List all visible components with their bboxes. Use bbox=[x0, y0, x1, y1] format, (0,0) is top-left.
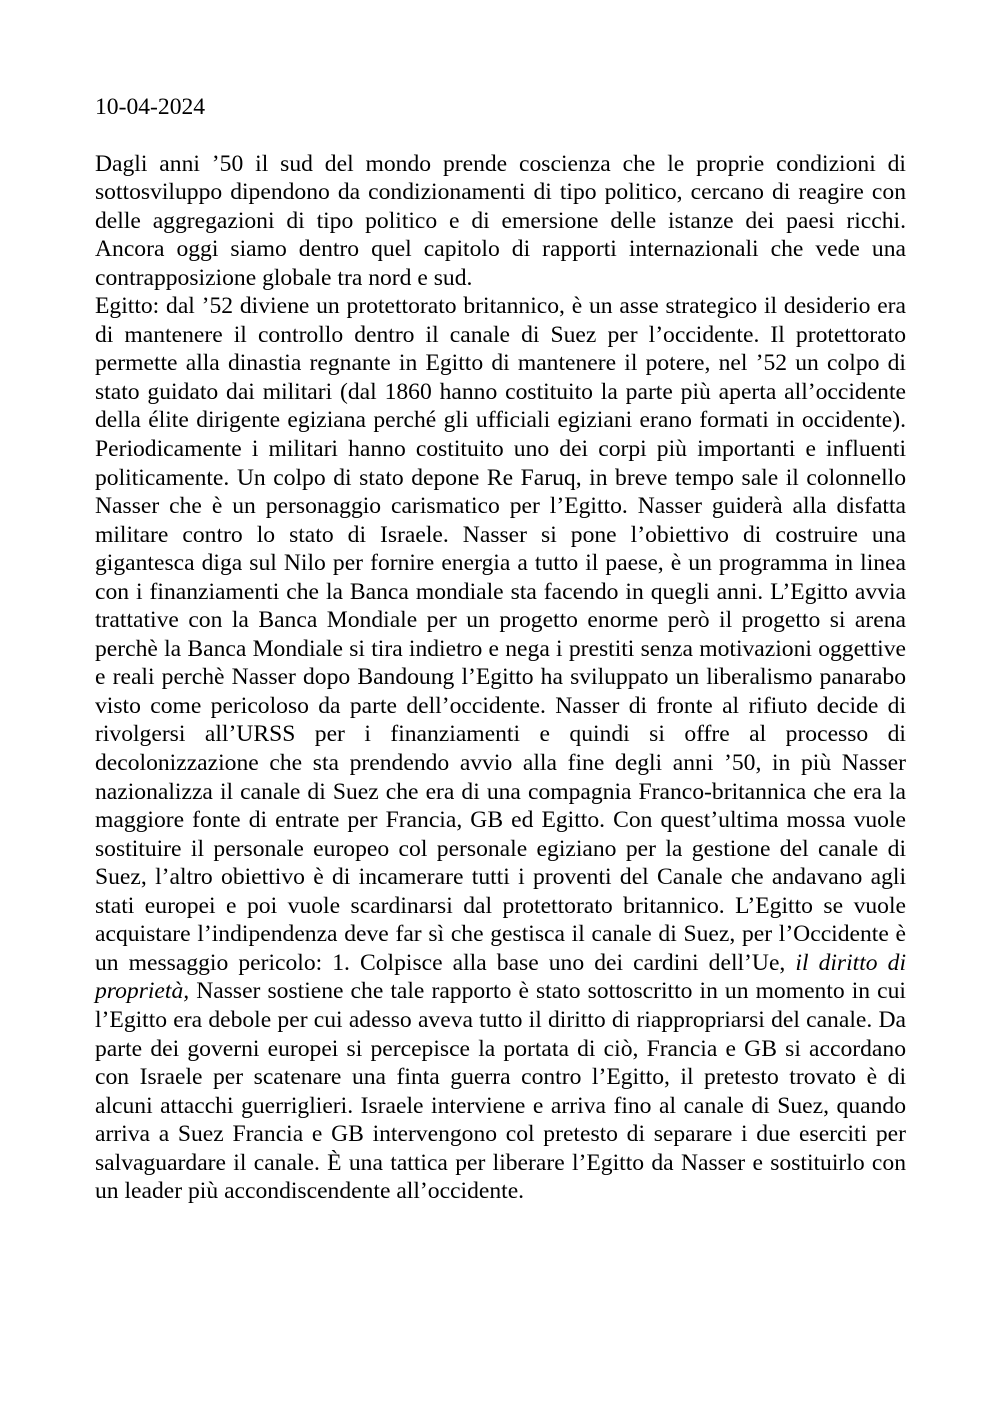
document-date: 10-04-2024 bbox=[95, 94, 206, 120]
paragraph-text: Dagli anni ’50 il sud del mondo prende coscienza che le proprie condizioni di sottosviluppo dipendono da condizionamenti di tipo politico, cercano di reagire con delle aggregazioni di tipo politico e di emersione delle istanze dei paesi ricchi. Ancora oggi siamo dentro quel capitolo di rapporti internazionali che vede una contrapposizione globale tra nord e sud. bbox=[95, 150, 906, 291]
paragraph-text: Egitto: dal ’52 diviene un protettorato britannico, è un asse strategico il desiderio era di mantenere il controllo dentro il canale di Suez per l’occidente. Il protettorato permette alla dinastia regnante in Egitto di mantenere il potere, nel ’52 un colpo di stato guidato dai militari (dal 1860 hanno costituito la parte più aperta all’occidente della élite dirigente egiziana perché gli ufficiali egiziani erano formati in occidente). Periodicamente i militari hanno costituito uno dei corpi più importanti e influenti politicamente. Un colpo di stato depone Re Faruq, in breve tempo sale il colonnello Nasser che è un personaggio carismatico per l’Egitto. Nasser guiderà alla disfatta militare contro lo stato di Israele. Nasser si pone l’obiettivo di costruire una gigantesca diga sul Nilo per fornire energia a tutto il paese, è un programma in linea con i finanziamenti che la Banca mondiale sta facendo in quegli anni. L’Egitto avvia trattative con la Banca Mondiale per un progetto enorme però il progetto si arena perchè la Banca Mondiale si tira indietro e nega i prestiti senza motivazioni oggettive e reali perchè Nasser dopo Bandoung l’Egitto ha sviluppato un liberalismo panarabo visto come pericoloso da parte dell’occidente. Nasser di fronte al rifiuto decide di rivolgersi all’URSS per i finanziamenti e quindi si offre al processo di decolonizzazione che sta prendendo avvio alla fine degli anni ’50, in più Nasser nazionalizza il canale di Suez che era di una compagnia Franco-britannica che era la maggiore fonte di entrate per Francia, GB ed Egitto. Con quest’ultima mossa vuole sostituire il personale europeo col personale egiziano per la gestione del canale di Suez, l’altro obiettivo è di incamerare tutti i proventi del Canale che andavano agli stati europei e poi vuole scardinarsi dal protettorato britannico. L’Egitto se vuole acquistare l’indipendenza deve far sì che gestisca il canale di Suez, per l’Occidente è un messaggio pericolo: 1. Colpisce alla base uno dei cardini dell’Ue, bbox=[95, 293, 906, 976]
paragraph-text: Nasser sostiene che tale rapporto è stato sottoscritto in un momento in cui l’Egitto era debole per cui adesso aveva tutto il diritto di riappropriarsi del canale. Da parte dei governi europei si percepisce la portata di ciò, Francia e GB si accordano con Israele per scatenare una finta guerra contro l’Egitto, il pretesto trovato è di alcuni attacchi guerriglieri. Israele interviene e arriva fino al canale di Suez, quando arriva a Suez Francia e GB intervengono col pretesto di separare i due eserciti per salvaguardare il canale. È una tattica per liberare l’Egitto da Nasser e sostituirlo con un leader più accondiscendente all’occidente. bbox=[95, 978, 906, 1205]
paragraph-sud-del-mondo bbox=[95, 150, 906, 293]
italic-phrase: il diritto di proprietà, bbox=[95, 949, 906, 1005]
paragraph-egitto bbox=[95, 292, 906, 1206]
document-body bbox=[95, 93, 906, 1206]
